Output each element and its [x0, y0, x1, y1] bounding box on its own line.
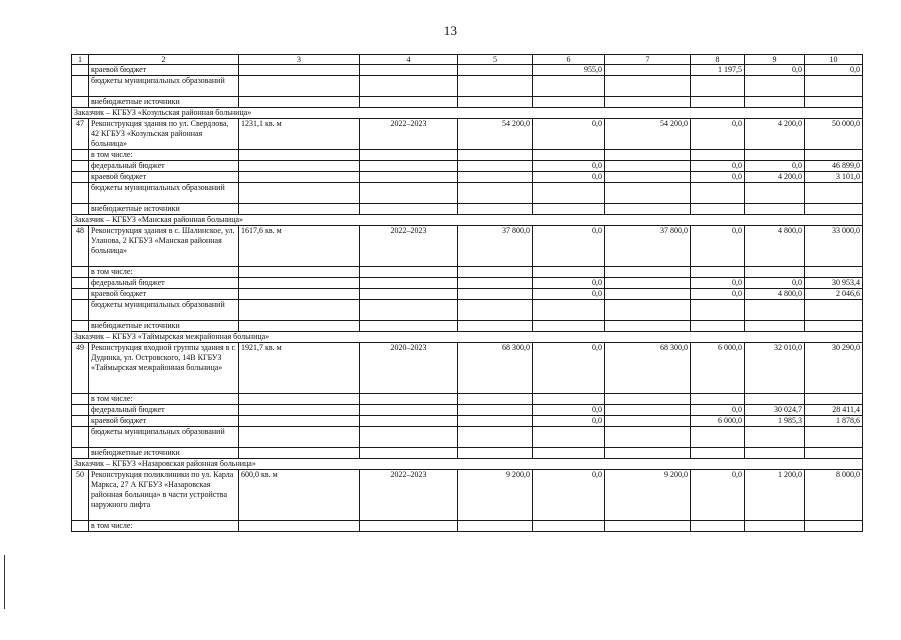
row-number-cell [72, 65, 89, 76]
year-2023-cell [805, 204, 863, 215]
year-2022-cell: 30 024,7 [745, 405, 805, 416]
table-row [72, 278, 863, 289]
customer-section-row [72, 332, 863, 343]
year-2023-cell: 8 000,0 [805, 470, 863, 521]
period-cell [360, 427, 458, 448]
object-name-cell: Реконструкция поликлиники по ул. Карла Маркса, 27 А КГБУЗ «Назаровская районная больница» в части устройства наружного лифта [89, 470, 239, 521]
funded-before-cell [533, 76, 605, 97]
capacity-cell [239, 448, 360, 459]
estimated-cost-cell: 54 200,0 [458, 119, 533, 150]
table-row [72, 161, 863, 172]
remaining-cost-cell [605, 521, 691, 532]
period-cell [360, 521, 458, 532]
year-2022-cell [745, 97, 805, 108]
capacity-cell [239, 521, 360, 532]
funded-before-cell: 0,0 [533, 172, 605, 183]
estimated-cost-cell [458, 150, 533, 161]
year-2022-cell [745, 76, 805, 97]
row-number-cell [72, 278, 89, 289]
period-cell [360, 76, 458, 97]
table-row [72, 405, 863, 416]
table-row [72, 183, 863, 204]
object-name-cell: внебюджетные источники [89, 448, 239, 459]
row-number-cell [72, 97, 89, 108]
remaining-cost-cell [605, 76, 691, 97]
customer-section-row [72, 459, 863, 470]
row-number-cell [72, 300, 89, 321]
estimated-cost-cell [458, 405, 533, 416]
funded-before-cell: 0,0 [533, 226, 605, 267]
row-number-cell: 47 [72, 119, 89, 150]
remaining-cost-cell: 68 300,0 [605, 343, 691, 394]
remaining-cost-cell [605, 289, 691, 300]
margin-mark [4, 555, 5, 609]
object-name-cell: Реконструкция входной группы здания в г. Дудинка, ул. Островского, 14В КГБУЗ «Таймырская межрайонная больница» [89, 343, 239, 394]
capacity-cell [239, 289, 360, 300]
year-2022-cell: 4 200,0 [745, 119, 805, 150]
year-2021-cell [691, 267, 745, 278]
table-row [72, 448, 863, 459]
table-row [72, 394, 863, 405]
estimated-cost-cell [458, 76, 533, 97]
customer-section-row [72, 108, 863, 119]
year-2022-cell: 32 010,0 [745, 343, 805, 394]
table-body [72, 55, 863, 532]
object-name-cell: краевой бюджет [89, 65, 239, 76]
year-2022-cell: 1 985,3 [745, 416, 805, 427]
header-cell: 2 [89, 55, 239, 65]
year-2023-cell: 50 000,0 [805, 119, 863, 150]
table-row [72, 150, 863, 161]
year-2021-cell: 0,0 [691, 172, 745, 183]
estimated-cost-cell [458, 394, 533, 405]
year-2021-cell: 6 000,0 [691, 416, 745, 427]
remaining-cost-cell [605, 267, 691, 278]
funded-before-cell [533, 267, 605, 278]
page-number: 13 [443, 23, 458, 38]
funded-before-cell [533, 204, 605, 215]
remaining-cost-cell [605, 405, 691, 416]
year-2021-cell [691, 150, 745, 161]
row-number-cell [72, 405, 89, 416]
year-2022-cell [745, 321, 805, 332]
capacity-cell [239, 150, 360, 161]
header-cell: 10 [805, 55, 863, 65]
table-row [72, 521, 863, 532]
year-2022-cell [745, 394, 805, 405]
funded-before-cell: 0,0 [533, 470, 605, 521]
year-2023-cell [805, 521, 863, 532]
row-number-cell: 49 [72, 343, 89, 394]
year-2022-cell: 0,0 [745, 278, 805, 289]
year-2021-cell: 0,0 [691, 405, 745, 416]
period-cell: 2022–2023 [360, 226, 458, 267]
object-name-cell: в том числе: [89, 150, 239, 161]
period-cell [360, 405, 458, 416]
period-cell [360, 183, 458, 204]
table-row [72, 321, 863, 332]
capacity-cell [239, 394, 360, 405]
table-row [72, 119, 863, 150]
object-name-cell: краевой бюджет [89, 289, 239, 300]
year-2023-cell [805, 448, 863, 459]
capacity-cell: 1231,1 кв. м [239, 119, 360, 150]
period-cell [360, 150, 458, 161]
funded-before-cell [533, 150, 605, 161]
table-row [72, 427, 863, 448]
header-cell: 7 [605, 55, 691, 65]
table-row [72, 97, 863, 108]
year-2021-cell [691, 448, 745, 459]
remaining-cost-cell [605, 321, 691, 332]
year-2021-cell [691, 427, 745, 448]
period-cell [360, 300, 458, 321]
object-name-cell: внебюджетные источники [89, 321, 239, 332]
estimated-cost-cell [458, 300, 533, 321]
funded-before-cell [533, 183, 605, 204]
object-name-cell: в том числе: [89, 267, 239, 278]
table-row [72, 267, 863, 278]
funded-before-cell: 0,0 [533, 161, 605, 172]
estimated-cost-cell [458, 448, 533, 459]
capacity-cell [239, 300, 360, 321]
remaining-cost-cell [605, 172, 691, 183]
object-name-cell: Реконструкция здания по ул. Свердлова, 42 КГБУЗ «Козульская районная больница» [89, 119, 239, 150]
object-name-cell: в том числе: [89, 394, 239, 405]
row-number-cell [72, 521, 89, 532]
year-2021-cell [691, 204, 745, 215]
capacity-cell [239, 267, 360, 278]
estimated-cost-cell [458, 321, 533, 332]
period-cell: 2022–2023 [360, 470, 458, 521]
year-2022-cell: 4 800,0 [745, 226, 805, 267]
funded-before-cell: 0,0 [533, 343, 605, 394]
year-2023-cell: 0,0 [805, 65, 863, 76]
estimated-cost-cell [458, 183, 533, 204]
remaining-cost-cell: 54 200,0 [605, 119, 691, 150]
capacity-cell [239, 65, 360, 76]
year-2023-cell: 2 046,6 [805, 289, 863, 300]
object-name-cell: федеральный бюджет [89, 161, 239, 172]
year-2021-cell [691, 321, 745, 332]
capacity-cell: 600,0 кв. м [239, 470, 360, 521]
year-2022-cell [745, 183, 805, 204]
object-name-cell: внебюджетные источники [89, 204, 239, 215]
year-2021-cell: 0,0 [691, 161, 745, 172]
object-name-cell: бюджеты муниципальных образований [89, 183, 239, 204]
year-2023-cell: 46 899,0 [805, 161, 863, 172]
object-name-cell: краевой бюджет [89, 416, 239, 427]
year-2022-cell [745, 448, 805, 459]
period-cell [360, 448, 458, 459]
year-2023-cell: 30 290,0 [805, 343, 863, 394]
year-2021-cell: 0,0 [691, 119, 745, 150]
capacity-cell [239, 405, 360, 416]
year-2021-cell: 0,0 [691, 289, 745, 300]
funded-before-cell [533, 321, 605, 332]
period-cell: 2020–2023 [360, 343, 458, 394]
estimated-cost-cell [458, 204, 533, 215]
period-cell [360, 65, 458, 76]
estimated-cost-cell [458, 521, 533, 532]
year-2021-cell [691, 300, 745, 321]
row-number-cell [72, 321, 89, 332]
budget-table [71, 54, 863, 532]
capacity-cell [239, 161, 360, 172]
period-cell [360, 161, 458, 172]
funded-before-cell [533, 97, 605, 108]
row-number-cell [72, 150, 89, 161]
remaining-cost-cell [605, 394, 691, 405]
capacity-cell [239, 97, 360, 108]
remaining-cost-cell [605, 448, 691, 459]
estimated-cost-cell [458, 161, 533, 172]
row-number-cell: 50 [72, 470, 89, 521]
table-row [72, 76, 863, 97]
remaining-cost-cell [605, 278, 691, 289]
customer-section-label: Заказчик – КГБУЗ «Назаровская районная больница» [72, 459, 863, 470]
funded-before-cell [533, 448, 605, 459]
estimated-cost-cell [458, 427, 533, 448]
table-row [72, 226, 863, 267]
estimated-cost-cell [458, 97, 533, 108]
period-cell [360, 321, 458, 332]
table-row [72, 204, 863, 215]
object-name-cell: бюджеты муниципальных образований [89, 427, 239, 448]
year-2022-cell [745, 267, 805, 278]
year-2023-cell: 33 000,0 [805, 226, 863, 267]
object-name-cell: внебюджетные источники [89, 97, 239, 108]
table-row [72, 289, 863, 300]
row-number-cell [72, 204, 89, 215]
row-number-cell: 48 [72, 226, 89, 267]
estimated-cost-cell [458, 289, 533, 300]
estimated-cost-cell [458, 416, 533, 427]
object-name-cell: бюджеты муниципальных образований [89, 76, 239, 97]
estimated-cost-cell [458, 65, 533, 76]
funded-before-cell [533, 521, 605, 532]
estimated-cost-cell: 9 200,0 [458, 470, 533, 521]
year-2021-cell: 6 000,0 [691, 343, 745, 394]
year-2022-cell: 0,0 [745, 161, 805, 172]
customer-section-row [72, 215, 863, 226]
year-2023-cell [805, 321, 863, 332]
header-cell: 8 [691, 55, 745, 65]
funded-before-cell: 0,0 [533, 405, 605, 416]
period-cell [360, 267, 458, 278]
header-cell: 6 [533, 55, 605, 65]
remaining-cost-cell: 9 200,0 [605, 470, 691, 521]
funded-before-cell: 0,0 [533, 119, 605, 150]
period-cell [360, 416, 458, 427]
capacity-cell [239, 427, 360, 448]
year-2022-cell: 1 200,0 [745, 470, 805, 521]
capacity-cell [239, 416, 360, 427]
year-2022-cell [745, 204, 805, 215]
remaining-cost-cell [605, 416, 691, 427]
estimated-cost-cell: 68 300,0 [458, 343, 533, 394]
funded-before-cell: 0,0 [533, 416, 605, 427]
row-number-cell [72, 394, 89, 405]
period-cell: 2022–2023 [360, 119, 458, 150]
year-2021-cell [691, 521, 745, 532]
capacity-cell [239, 76, 360, 97]
estimated-cost-cell [458, 267, 533, 278]
header-cell: 5 [458, 55, 533, 65]
capacity-cell [239, 183, 360, 204]
year-2021-cell: 0,0 [691, 278, 745, 289]
period-cell [360, 97, 458, 108]
remaining-cost-cell [605, 183, 691, 204]
period-cell [360, 289, 458, 300]
row-number-cell [72, 161, 89, 172]
remaining-cost-cell [605, 300, 691, 321]
year-2023-cell [805, 183, 863, 204]
year-2022-cell: 0,0 [745, 65, 805, 76]
year-2023-cell: 3 101,0 [805, 172, 863, 183]
capacity-cell: 1921,7 кв. м [239, 343, 360, 394]
year-2023-cell [805, 267, 863, 278]
row-number-cell [72, 76, 89, 97]
funded-before-cell [533, 300, 605, 321]
year-2021-cell [691, 97, 745, 108]
estimated-cost-cell [458, 172, 533, 183]
row-number-cell [72, 267, 89, 278]
year-2021-cell [691, 394, 745, 405]
remaining-cost-cell [605, 150, 691, 161]
year-2023-cell [805, 427, 863, 448]
customer-section-label: Заказчик – КГБУЗ «Козульская районная больница» [72, 108, 863, 119]
year-2022-cell [745, 150, 805, 161]
year-2023-cell: 1 878,6 [805, 416, 863, 427]
capacity-cell [239, 172, 360, 183]
year-2022-cell [745, 521, 805, 532]
year-2022-cell [745, 427, 805, 448]
period-cell [360, 394, 458, 405]
object-name-cell: бюджеты муниципальных образований [89, 300, 239, 321]
table-row [72, 300, 863, 321]
row-number-cell [72, 427, 89, 448]
row-number-cell [72, 172, 89, 183]
header-cell: 3 [239, 55, 360, 65]
table-row [72, 416, 863, 427]
object-name-cell: Реконструкция здания в с. Шалинское, ул. Уланова, 2 КГБУЗ «Манская районная больница» [89, 226, 239, 267]
row-number-cell [72, 416, 89, 427]
table-row [72, 172, 863, 183]
year-2023-cell: 28 411,4 [805, 405, 863, 416]
object-name-cell: федеральный бюджет [89, 278, 239, 289]
row-number-cell [72, 289, 89, 300]
year-2022-cell: 4 800,0 [745, 289, 805, 300]
year-2022-cell: 4 200,0 [745, 172, 805, 183]
remaining-cost-cell [605, 97, 691, 108]
object-name-cell: в том числе: [89, 521, 239, 532]
funded-before-cell [533, 394, 605, 405]
customer-section-label: Заказчик – КГБУЗ «Манская районная больница» [72, 215, 863, 226]
capacity-cell [239, 278, 360, 289]
year-2023-cell [805, 394, 863, 405]
year-2023-cell [805, 97, 863, 108]
capacity-cell: 1617,6 кв. м [239, 226, 360, 267]
object-name-cell: краевой бюджет [89, 172, 239, 183]
customer-section-label: Заказчик – КГБУЗ «Таймырская межрайонная больница» [72, 332, 863, 343]
row-number-cell [72, 448, 89, 459]
remaining-cost-cell [605, 427, 691, 448]
period-cell [360, 278, 458, 289]
year-2021-cell [691, 183, 745, 204]
period-cell [360, 172, 458, 183]
table-row [72, 343, 863, 394]
year-2023-cell [805, 150, 863, 161]
year-2021-cell [691, 76, 745, 97]
table-row [72, 470, 863, 521]
remaining-cost-cell [605, 204, 691, 215]
period-cell [360, 204, 458, 215]
year-2023-cell: 30 953,4 [805, 278, 863, 289]
object-name-cell: федеральный бюджет [89, 405, 239, 416]
year-2023-cell [805, 300, 863, 321]
remaining-cost-cell [605, 161, 691, 172]
estimated-cost-cell [458, 278, 533, 289]
capacity-cell [239, 321, 360, 332]
table-row [72, 65, 863, 76]
funded-before-cell: 0,0 [533, 289, 605, 300]
funded-before-cell: 955,0 [533, 65, 605, 76]
header-cell: 9 [745, 55, 805, 65]
remaining-cost-cell: 37 800,0 [605, 226, 691, 267]
remaining-cost-cell [605, 65, 691, 76]
funded-before-cell: 0,0 [533, 278, 605, 289]
row-number-cell [72, 183, 89, 204]
funded-before-cell [533, 427, 605, 448]
year-2021-cell: 0,0 [691, 226, 745, 267]
year-2021-cell: 0,0 [691, 470, 745, 521]
capacity-cell [239, 204, 360, 215]
year-2022-cell [745, 300, 805, 321]
header-cell: 4 [360, 55, 458, 65]
year-2023-cell [805, 76, 863, 97]
year-2021-cell: 1 197,5 [691, 65, 745, 76]
header-cell: 1 [72, 55, 89, 65]
estimated-cost-cell: 37 800,0 [458, 226, 533, 267]
header-row [72, 55, 863, 65]
